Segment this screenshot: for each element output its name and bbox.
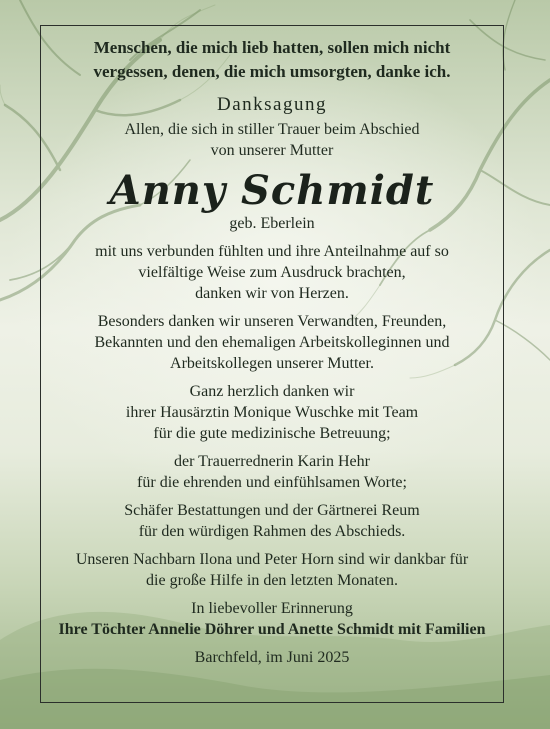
paragraph-line: Schäfer Bestattungen und der Gärtnerei Reum <box>124 502 420 519</box>
intro-line: Allen, die sich in stiller Trauer beim Abschied <box>124 121 420 138</box>
thanks-paragraph <box>40 451 504 493</box>
intro-text <box>40 119 504 161</box>
paragraph-line: der Trauerrednerin Karin Hehr <box>174 453 370 470</box>
heading-danksagung: Danksagung <box>217 94 327 115</box>
closing-line: In liebevoller Erinnerung <box>191 600 353 617</box>
birth-name: geb. Eberlein <box>229 215 315 232</box>
place-date: Barchfeld, im Juni 2025 <box>194 649 350 666</box>
motto-quote <box>40 36 504 83</box>
paragraph-line: für die gute medizinische Betreuung; <box>153 425 391 442</box>
thanks-paragraph <box>40 381 504 444</box>
family-signature: Ihre Töchter Annelie Döhrer und Anette Schmidt mit Familien <box>58 621 486 638</box>
thanks-paragraph <box>40 311 504 374</box>
paragraph-line: vielfältige Weise zum Ausdruck brachten, <box>138 264 406 281</box>
paragraph-line: danken wir von Herzen. <box>195 285 349 302</box>
motto-line: vergessen, denen, die mich umsorgten, danke ich. <box>93 61 451 81</box>
paragraph-line: für den würdigen Rahmen des Abschieds. <box>138 523 406 540</box>
paragraph-line: Bekannten und den ehemaligen Arbeitskolleginnen und <box>94 334 450 351</box>
signature-block <box>40 598 504 640</box>
paragraph-line: Unseren Nachbarn Ilona und Peter Horn sind wir dankbar für <box>75 551 469 568</box>
deceased-name: Anny Schmidt <box>109 167 435 214</box>
paragraph-line: mit uns verbunden fühlten und ihre Anteilnahme auf so <box>95 243 449 260</box>
intro-line: von unserer Mutter <box>210 142 334 159</box>
thanks-paragraph <box>40 500 504 542</box>
thanks-paragraph <box>40 549 504 591</box>
thanks-paragraph <box>40 241 504 304</box>
obituary-content <box>40 25 504 668</box>
paragraph-line: ihrer Hausärztin Monique Wuschke mit Team <box>125 404 419 421</box>
paragraph-line: die große Hilfe in den letzten Monaten. <box>146 572 398 589</box>
paragraph-line: Besonders danken wir unseren Verwandten, Freunden, <box>97 313 447 330</box>
paragraph-line: Ganz herzlich danken wir <box>189 383 355 400</box>
motto-line: Menschen, die mich lieb hatten, sollen mich nicht <box>93 38 451 57</box>
paragraph-line: Arbeitskollegen unserer Mutter. <box>170 355 374 372</box>
paragraph-line: für die ehrenden und einfühlsamen Worte; <box>137 474 407 491</box>
